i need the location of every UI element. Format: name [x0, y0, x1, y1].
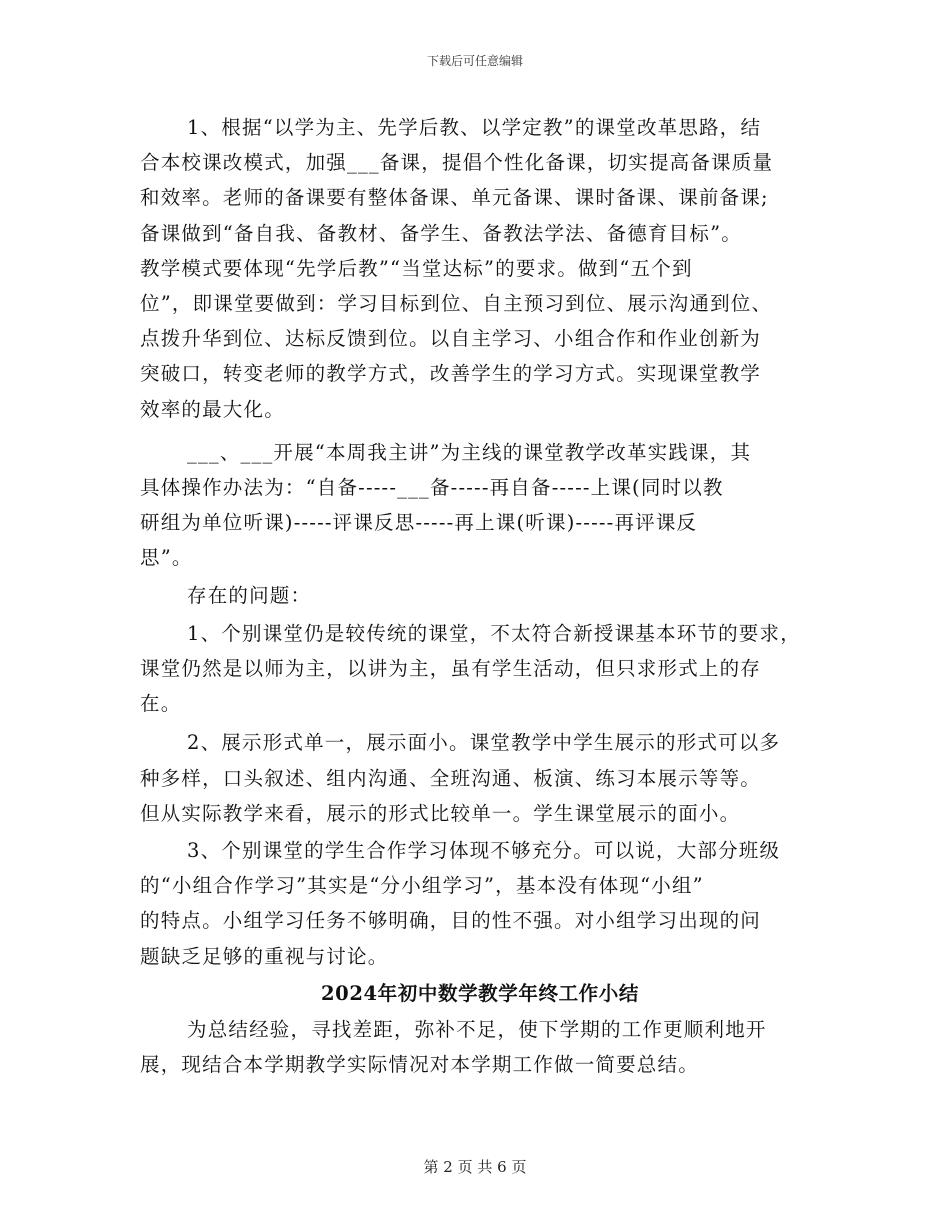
text-line: 的“小组合作学习”其实是“分小组学习”，基本没有体现“小组”: [140, 874, 704, 898]
text-line: 存在的问题：: [187, 583, 312, 607]
text-line: 题缺乏足够的重视与讨论。: [140, 944, 389, 968]
text-line: 思”。: [140, 546, 193, 570]
text-line: 研组为单位听课)-----评课反思-----再上课(听课)-----再评课反: [140, 511, 698, 535]
page-header: 下载后可任意编辑: [426, 54, 523, 68]
paragraph-summary-intro: [140, 1012, 820, 1082]
paragraph-problem-2: [140, 725, 820, 831]
text-line: 点拨升华到位、达标反馈到位。以自主学习、小组合作和作业创新为: [140, 327, 762, 351]
paragraph-lesson-prep: [140, 110, 820, 427]
text-line: 备课做到“备自我、备教材、备学生、备教法学法、备德育目标”。: [140, 221, 742, 245]
text-line: 2、展示形式单一，展示面小。课堂教学中学生展示的形式可以多: [187, 731, 781, 755]
text-line: 但从实际教学来看，展示的形式比较单一。学生课堂展示的面小。: [140, 801, 741, 825]
text-line: 效率的最大化。: [140, 397, 285, 421]
paragraph-practice-class: [140, 435, 820, 576]
text-line: 教学模式要体现“先学后教”“当堂达标”的要求。做到“五个到: [140, 256, 693, 280]
paragraph-problem-1: [140, 616, 820, 722]
text-line: 种多样，口头叙述、组内沟通、全班沟通、板演、练习本展示等等。: [140, 766, 762, 790]
text-line: 为总结经验，寻找差距，弥补不足，使下学期的工作更顺利地开: [187, 1018, 767, 1042]
text-line: 3、个别课堂的学生合作学习体现不够充分。可以说，大部分班级: [187, 839, 781, 863]
text-line: 展，现结合本学期教学实际情况对本学期工作做一简要总结。: [140, 1053, 699, 1077]
text-line: 1、个别课堂仍是较传统的课堂，不太符合新授课基本环节的要求，: [187, 621, 801, 645]
text-line: 合本校课改模式，加强___备课，提倡个性化备课，切实提高备课质量: [140, 151, 774, 175]
text-line: 具体操作办法为：“自备-----___备-----再自备-----上课(同时以教: [140, 476, 724, 500]
document-body: [140, 110, 820, 1082]
text-line: 1、根据“以学为主、先学后教、以学定教”的课堂改革思路，结: [187, 116, 762, 139]
text-line: 在。: [140, 692, 182, 716]
text-line: 和效率。老师的备课要有整体备课、单元备课、课时备课、课前备课;: [140, 186, 769, 210]
text-line: 突破口，转变老师的教学方式，改善学生的学习方式。实现课堂教学: [140, 362, 762, 386]
text-line: 课堂仍然是以师为主，以讲为主，虽有学生活动，但只求形式上的存: [140, 657, 762, 681]
paragraph-problem-3: [140, 833, 820, 974]
section-title: 2024年初中数学教学年终工作小结: [321, 981, 639, 1005]
text-line: 位”，即课堂要做到：学习目标到位、自主预习到位、展示沟通到位、: [140, 292, 773, 316]
text-line: 的特点。小组学习任务不够明确，目的性不强。对小组学习出现的问: [140, 909, 762, 933]
text-line: ___、___开展“本周我主讲”为主线的课堂教学改革实践课，其: [187, 440, 752, 464]
page-footer: 第 2 页 共 6 页: [423, 1158, 527, 1176]
paragraph-problems-heading: [140, 578, 820, 613]
